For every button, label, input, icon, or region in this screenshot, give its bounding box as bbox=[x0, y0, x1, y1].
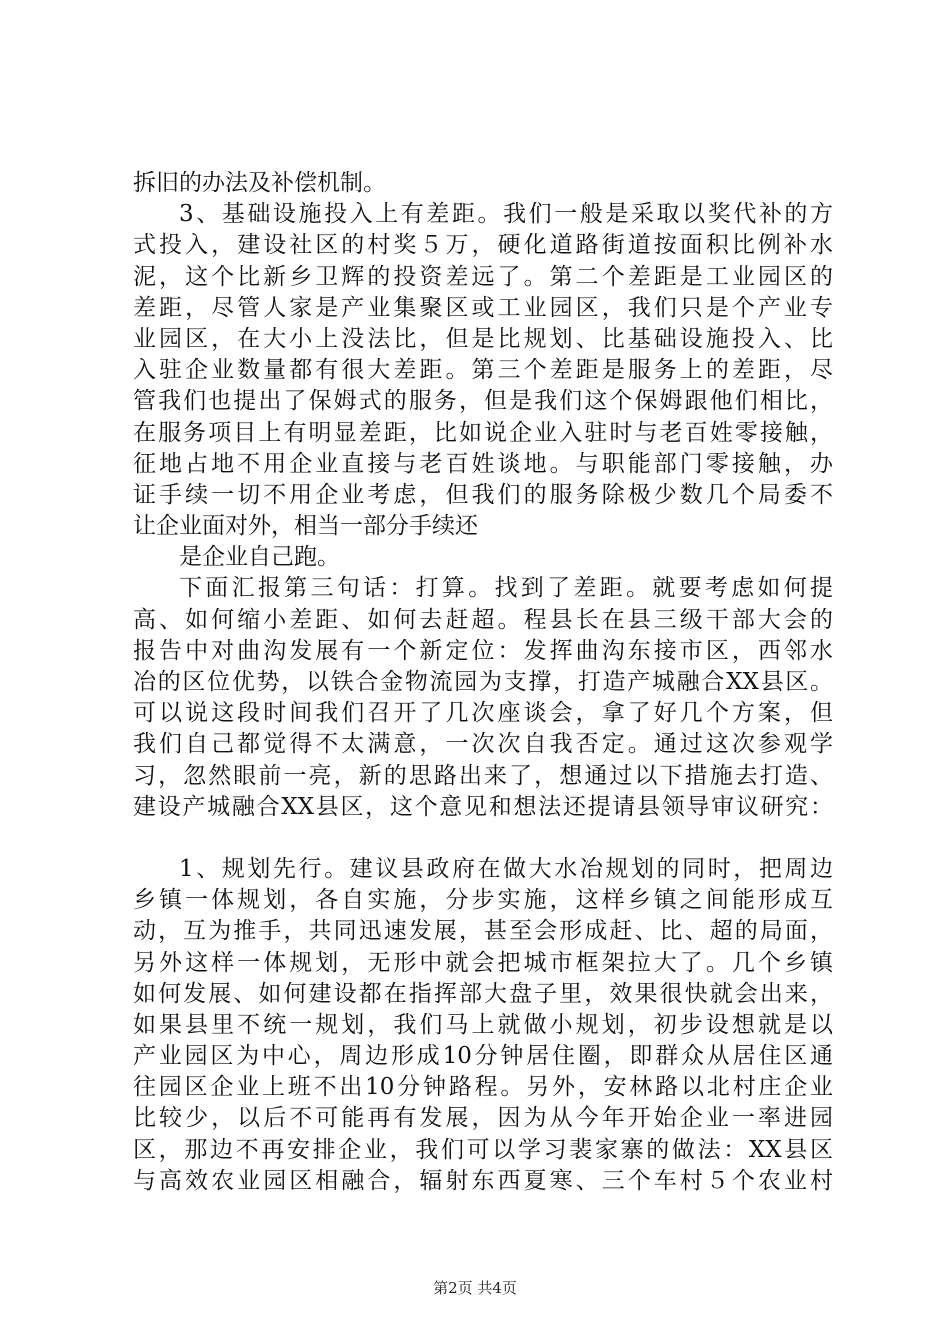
text-line: 与高效农业园区相融合，辐射东西夏寒、三个车村５个农业村 bbox=[133, 1167, 833, 1194]
text-line: 建设产城融合XX县区，这个意见和想法还提请县领导审议研究： bbox=[133, 793, 833, 820]
text-line: 我们自己都觉得不太满意，一次次自我否定。通过这次参观学 bbox=[133, 731, 833, 758]
text-line: 可以说这段时间我们召开了几次座谈会，拿了好几个方案，但 bbox=[133, 700, 833, 727]
text-line: 征地占地不用企业直接与老百姓谈地。与职能部门零接触，办 bbox=[133, 450, 833, 477]
text-line: 证手续一切不用企业考虑，但我们的服务除极少数几个局委不 bbox=[133, 481, 833, 508]
text-line: 往园区企业上班不出10分钟路程。另外，安林路以北村庄企业 bbox=[133, 1074, 833, 1101]
text-line: 入驻企业数量都有很大差距。第三个差距是服务上的差距，尽 bbox=[133, 357, 833, 384]
text-line: 业园区，在大小上没法比，但是比规划、比基础设施投入、比 bbox=[133, 325, 833, 352]
text-line: 冶的区位优势，以铁合金物流园为支撑，打造产城融合XX县区。 bbox=[133, 669, 833, 695]
text-line: 差距，尽管人家是产业集聚区或工业园区，我们只是个产业专 bbox=[133, 294, 833, 321]
text-line: 如何发展、如何建设都在指挥部大盘子里，效果很快就会出来， bbox=[133, 980, 833, 1007]
text-line: 高、如何缩小差距、如何去赶超。程县长在县三级干部大会的 bbox=[133, 606, 833, 633]
text-line: 泥，这个比新乡卫辉的投资差远了。第二个差距是工业园区的 bbox=[133, 263, 833, 290]
text-line: 式投入，建设社区的村奖５万，硬化道路街道按面积比例补水 bbox=[133, 232, 833, 259]
text-line: 动，互为推手，共同迅速发展，甚至会形成赶、比、超的局面， bbox=[133, 918, 833, 945]
text-line: 下面汇报第三句话：打算。找到了差距。就要考虑如何提 bbox=[179, 575, 833, 602]
text-line: 1、规划先行。建议县政府在做大水冶规划的同时，把周边 bbox=[179, 855, 833, 882]
text-line: 报告中对曲沟发展有一个新定位：发挥曲沟东接市区，西邻水 bbox=[133, 637, 833, 664]
text-line: 让企业面对外，相当一部分手续还 bbox=[133, 513, 478, 540]
text-line: 管我们也提出了保姆式的服务，但是我们这个保姆跟他们相比， bbox=[133, 388, 833, 415]
text-line: 乡镇一体规划，各自实施，分步实施，这样乡镇之间能形成互 bbox=[133, 887, 833, 914]
text-line: 如果县里不统一规划，我们马上就做小规划，初步设想就是以 bbox=[133, 1011, 833, 1038]
text-line: 3、基础设施投入上有差距。我们一般是采取以奖代补的方 bbox=[179, 201, 833, 228]
text-line: 比较少，以后不可能再有发展，因为从今年开始企业一率进园 bbox=[133, 1105, 833, 1132]
text-line: 是企业自己跑。 bbox=[179, 544, 340, 571]
text-line: 区，那边不再安排企业，我们可以学习裴家寨的做法：XX县区 bbox=[133, 1136, 833, 1163]
text-line: 在服务项目上有明显差距，比如说企业入驻时与老百姓零接触， bbox=[133, 419, 833, 446]
text-line: 习，忽然眼前一亮，新的思路出来了，想通过以下措施去打造、 bbox=[133, 762, 833, 789]
document-body bbox=[133, 168, 833, 1197]
page-number-footer: 第2页 共4页 bbox=[433, 1279, 517, 1297]
text-line: 产业园区为中心，周边形成10分钟居住圈，即群众从居住区通 bbox=[133, 1043, 833, 1070]
text-line: 拆旧的办法及补偿机制。 bbox=[133, 170, 386, 196]
paragraph-gap bbox=[133, 823, 833, 854]
text-line: 另外这样一体规划，无形中就会把城市框架拉大了。几个乡镇 bbox=[133, 949, 833, 976]
